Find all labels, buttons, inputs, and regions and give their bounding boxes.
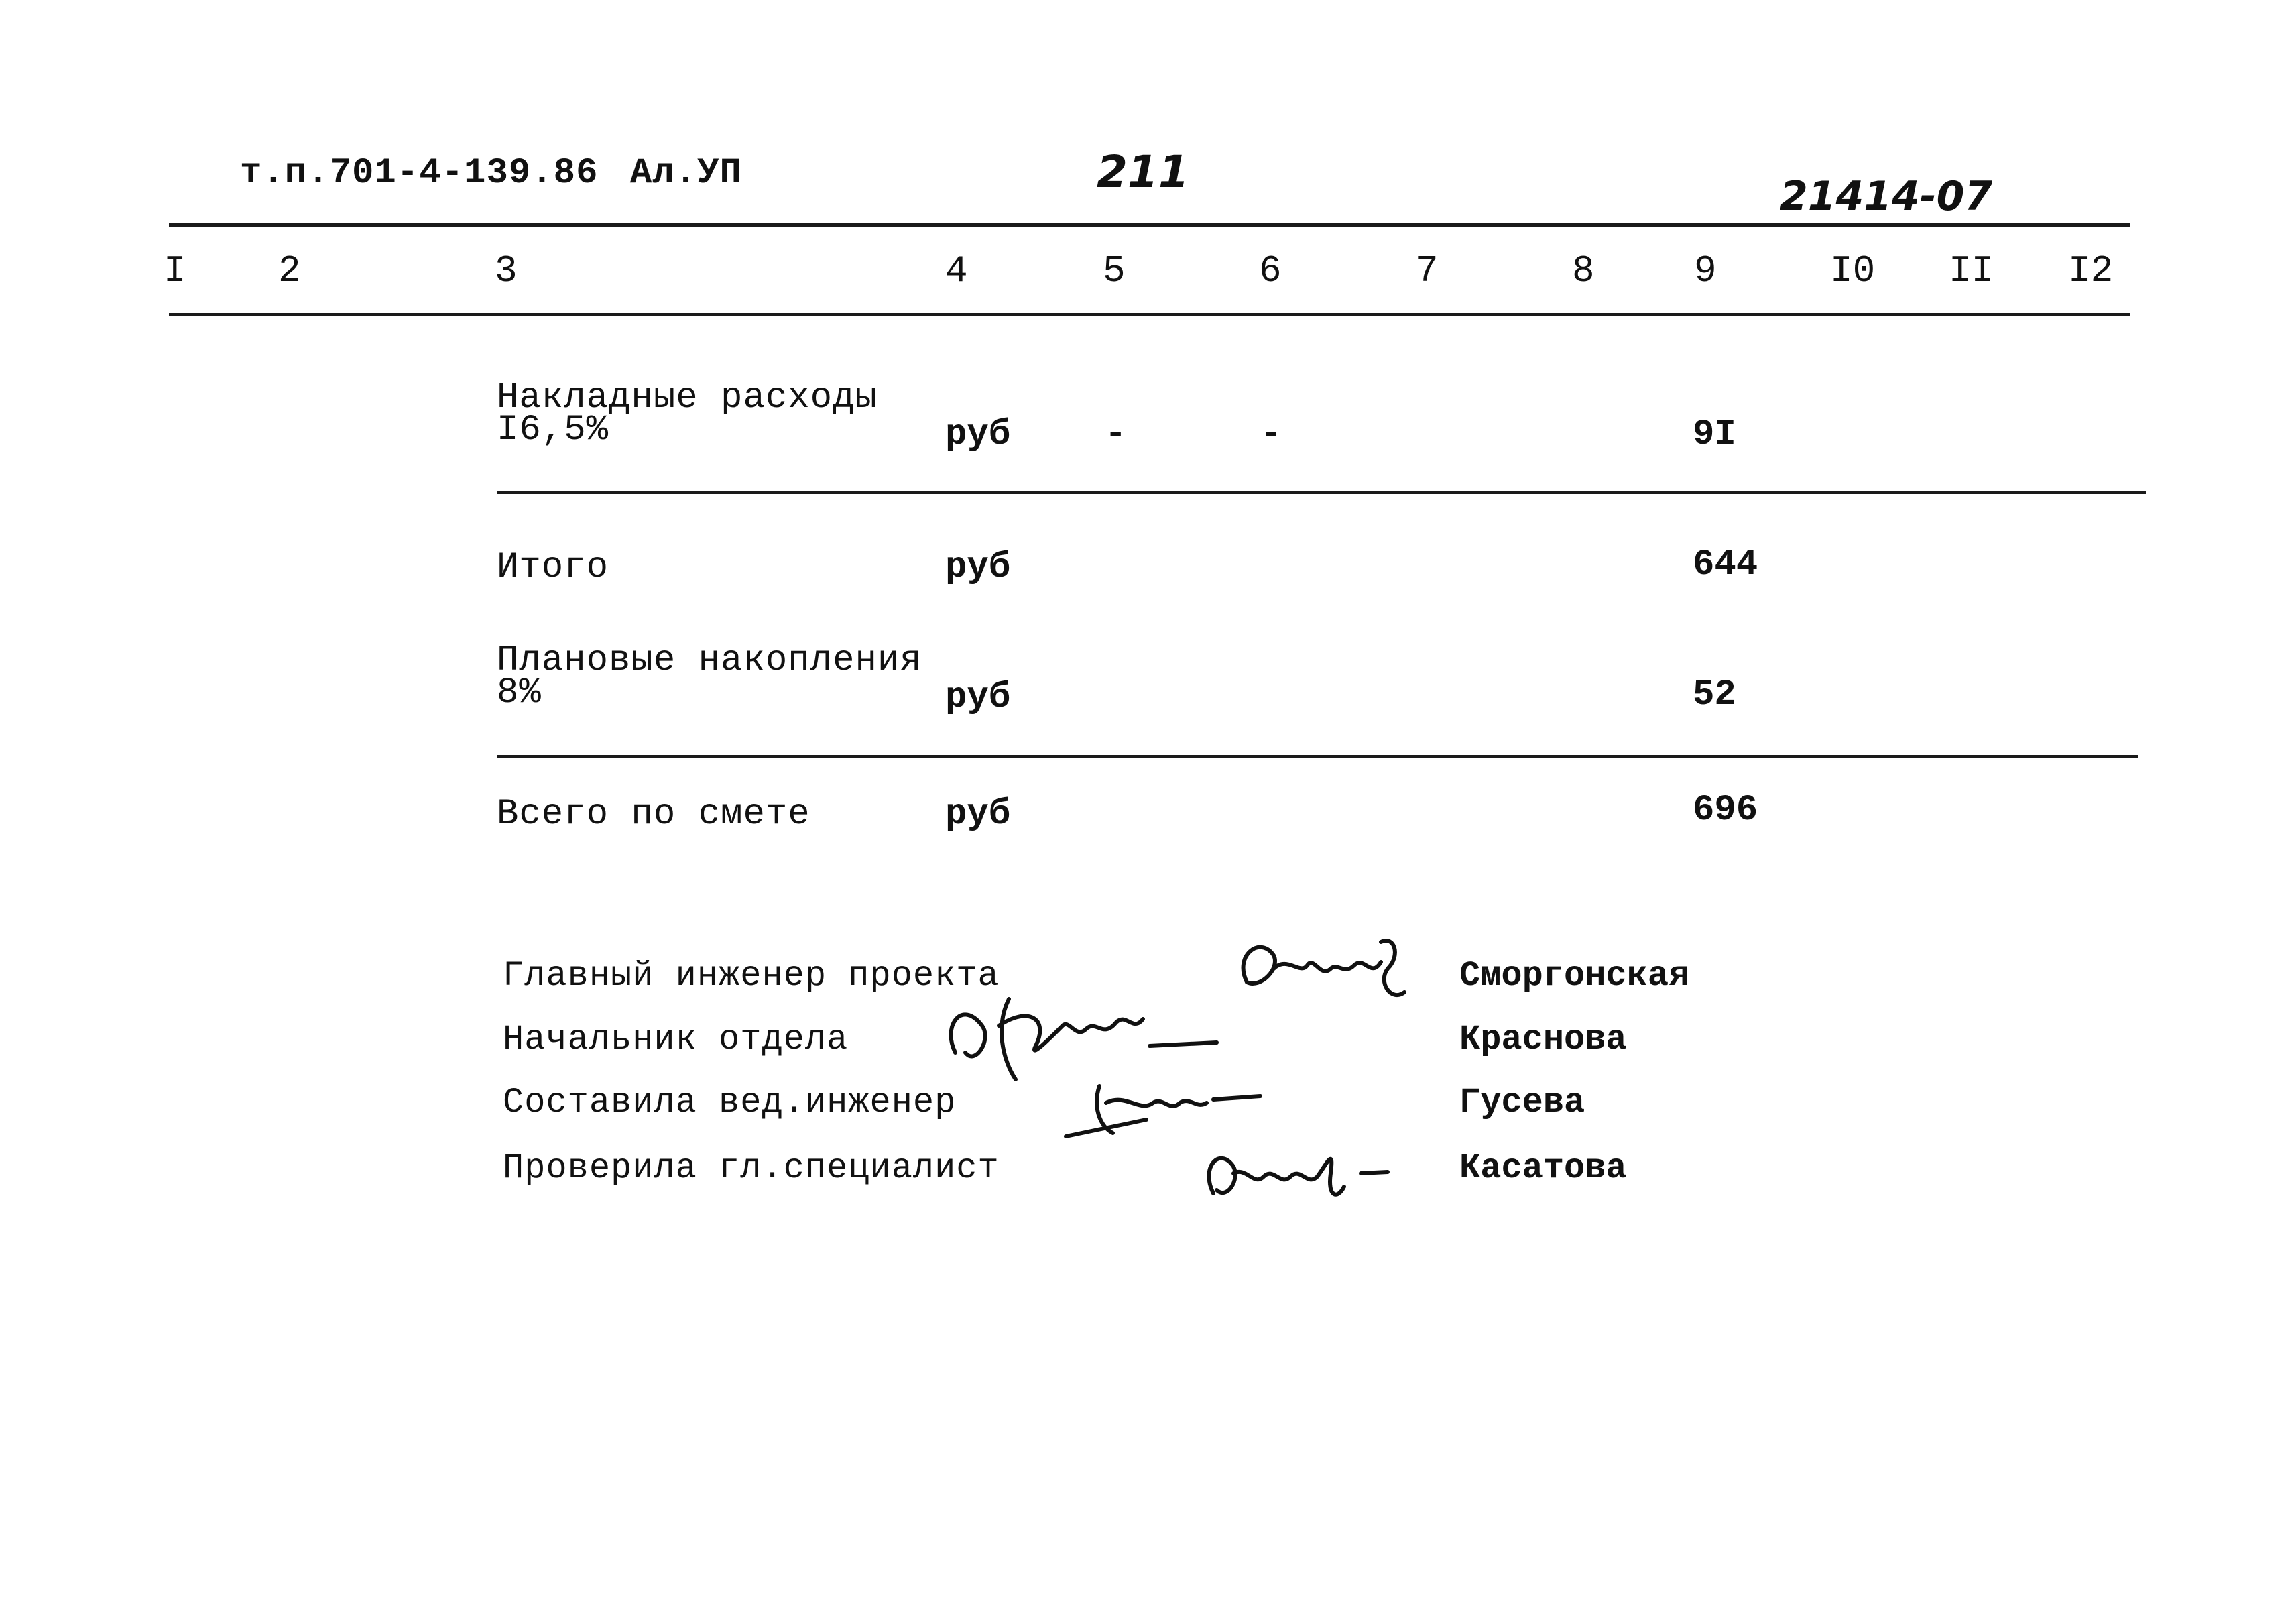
row-overhead-name-line1: Накладные расходы	[497, 377, 878, 418]
col-num-2: 2	[278, 249, 301, 292]
row-overhead-col5: -	[1105, 414, 1127, 455]
col-num-3: 3	[495, 249, 518, 292]
row-overhead-name-line2: I6,5%	[497, 410, 609, 451]
col-num-11: II	[1949, 249, 1994, 292]
header-bottom-rule	[169, 313, 2130, 316]
col-num-4: 4	[945, 249, 968, 292]
signature-checker	[1193, 1133, 1408, 1220]
col-num-8: 8	[1572, 249, 1595, 292]
row-grand-total-unit: руб	[945, 794, 1011, 835]
row-accumulation-name-line2: 8%	[497, 672, 542, 713]
archive-number: 21414-07	[1780, 173, 1993, 220]
sig-role-compiler: Составила вед.инженер	[503, 1083, 957, 1122]
row-total-col9: 644	[1693, 544, 1758, 585]
row-overhead-col9: 9I	[1693, 414, 1736, 455]
sig-name-chief-engineer: Сморгонская	[1459, 956, 1690, 996]
row-accumulation-col9: 52	[1693, 674, 1736, 715]
row-overhead-unit: руб	[945, 414, 1011, 455]
sig-name-checker: Касатова	[1459, 1148, 1627, 1188]
row-accumulation-unit: руб	[945, 677, 1011, 718]
row-accumulation-name	[497, 640, 922, 713]
col-num-7: 7	[1416, 249, 1439, 292]
row-grand-total-col9: 696	[1693, 790, 1758, 831]
row-overhead-name	[497, 377, 878, 451]
col-num-5: 5	[1103, 249, 1126, 292]
project-code-text: т.п.701-4-139.86	[240, 153, 599, 194]
row-overhead-col6: -	[1260, 414, 1282, 455]
row-accumulation-name-line1: Плановые накопления	[497, 640, 922, 681]
project-code	[240, 153, 742, 194]
sig-name-compiler: Гусева	[1459, 1083, 1585, 1122]
row-grand-total-name: Всего по смете	[497, 794, 810, 835]
col-num-12: I2	[2068, 249, 2114, 292]
sig-name-department-head: Краснова	[1459, 1020, 1627, 1059]
row-overhead-rule	[497, 491, 2146, 494]
signature-chief-engineer	[1220, 929, 1421, 1022]
row-accumulation-rule	[497, 755, 2138, 758]
sig-role-chief-engineer: Главный инженер проекта	[503, 956, 1000, 996]
sig-role-checker: Проверила гл.специалист	[503, 1148, 1000, 1188]
col-num-9: 9	[1694, 249, 1717, 292]
album-text: Ал.УП	[629, 153, 742, 194]
page-number: 211	[1097, 146, 1189, 198]
col-num-1: I	[164, 249, 186, 292]
row-total-name: Итого	[497, 547, 609, 588]
col-num-10: I0	[1830, 249, 1876, 292]
row-total-unit: руб	[945, 547, 1011, 588]
top-rule	[169, 223, 2130, 227]
col-num-6: 6	[1259, 249, 1282, 292]
sig-role-department-head: Начальник отдела	[503, 1020, 849, 1059]
